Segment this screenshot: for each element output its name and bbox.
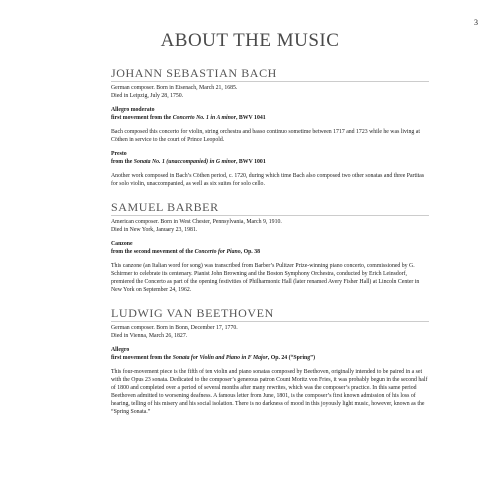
piece	[111, 240, 429, 294]
composer-section-beethoven	[111, 306, 429, 416]
piece-source: from the Sonata No. 1 (unaccompanied) in G minor, BWV 1001	[111, 159, 266, 165]
piece-description: This canzone (an Italian word for song) was transcribed from Barber’s Pulitzer Prize-winning piano concerto, commissioned by G. Schirmer to celebrate its centenary. Pianist John Browning and the Boston Symphony Orchestra, conducted by Erich Leinsdorf, premiered the Concerto as part of the opening festivities of Philharmonic Hall (later renamed Avery Fisher Hall) at Lincoln Center in New York on September 24, 1962.	[111, 263, 420, 293]
piece-description: Another work composed in Bach’s Cöthen period, c. 1720, during which time Bach also composed two other sonatas and three Partitas for solo violin, unaccompanied, as well as six suites for solo cello.	[111, 173, 425, 187]
composer-name: SAMUEL BARBER	[111, 200, 429, 216]
composer-bio	[111, 84, 429, 100]
piece	[111, 106, 429, 144]
tempo-marking: Canzone	[111, 241, 133, 247]
composer-name: JOHANN SEBASTIAN BACH	[111, 66, 429, 82]
bio-line: Died in Leipzig, July 28, 1750.	[111, 93, 184, 99]
tempo-marking: Allegro	[111, 347, 130, 353]
bio-line: German composer. Born in Eisenach, March 21, 1685.	[111, 85, 238, 91]
page-number: 3	[474, 18, 478, 27]
piece-source: from the second movement of the Concerto for Piano, Op. 38	[111, 249, 260, 255]
article-body	[111, 66, 429, 428]
piece-source: first movement from the Concerto No. 1 in A minor, BWV 1041	[111, 115, 266, 121]
piece	[111, 346, 429, 416]
composer-bio	[111, 218, 429, 234]
bio-line: Died in Vienna, March 26, 1827.	[111, 333, 188, 339]
tempo-marking: Presto	[111, 151, 127, 157]
composer-section-barber	[111, 200, 429, 294]
bio-line: American composer. Born in West Chester, Pennsylvania, March 9, 1910.	[111, 219, 282, 225]
piece-description: Bach composed this concerto for violin, string orchestra and basso continuo sometime between 1717 and 1723 while he was living at Cöthen in service to the court of Prince Leopold.	[111, 129, 420, 143]
composer-name: LUDWIG VAN BEETHOVEN	[111, 306, 429, 322]
bio-line: German composer. Born in Bonn, December 17, 1770.	[111, 325, 238, 331]
page-title: ABOUT THE MUSIC	[160, 30, 340, 51]
piece-source: first movement from the Sonata for Violin and Piano in F Major, Op. 24 (“Spring”)	[111, 355, 315, 361]
piece	[111, 150, 429, 188]
tempo-marking: Allegro moderato	[111, 107, 155, 113]
composer-bio	[111, 324, 429, 340]
bio-line: Died in New York, January 23, 1981.	[111, 227, 198, 233]
composer-section-bach	[111, 66, 429, 188]
piece-description: This four-movement piece is the fifth of ten violin and piano sonatas composed by Beethoven, originally intended to be paired in a set with the Opus 23 sonata. Dedicated to the composer’s generous patron Count Moritz von Fries, it was probably begun in the second half of 1800 and completed over a period of several months after many rewrites, which was the composer’s practice. In this same period Beethoven admitted to worsening deafness. A famous letter from June, 1801, is the composer’s first known admission of his loss of hearing, telling of his misery and his social isolation. There is no darkness of mood in this joyously light music, however, known as the “Spring Sonata.”	[111, 369, 428, 415]
